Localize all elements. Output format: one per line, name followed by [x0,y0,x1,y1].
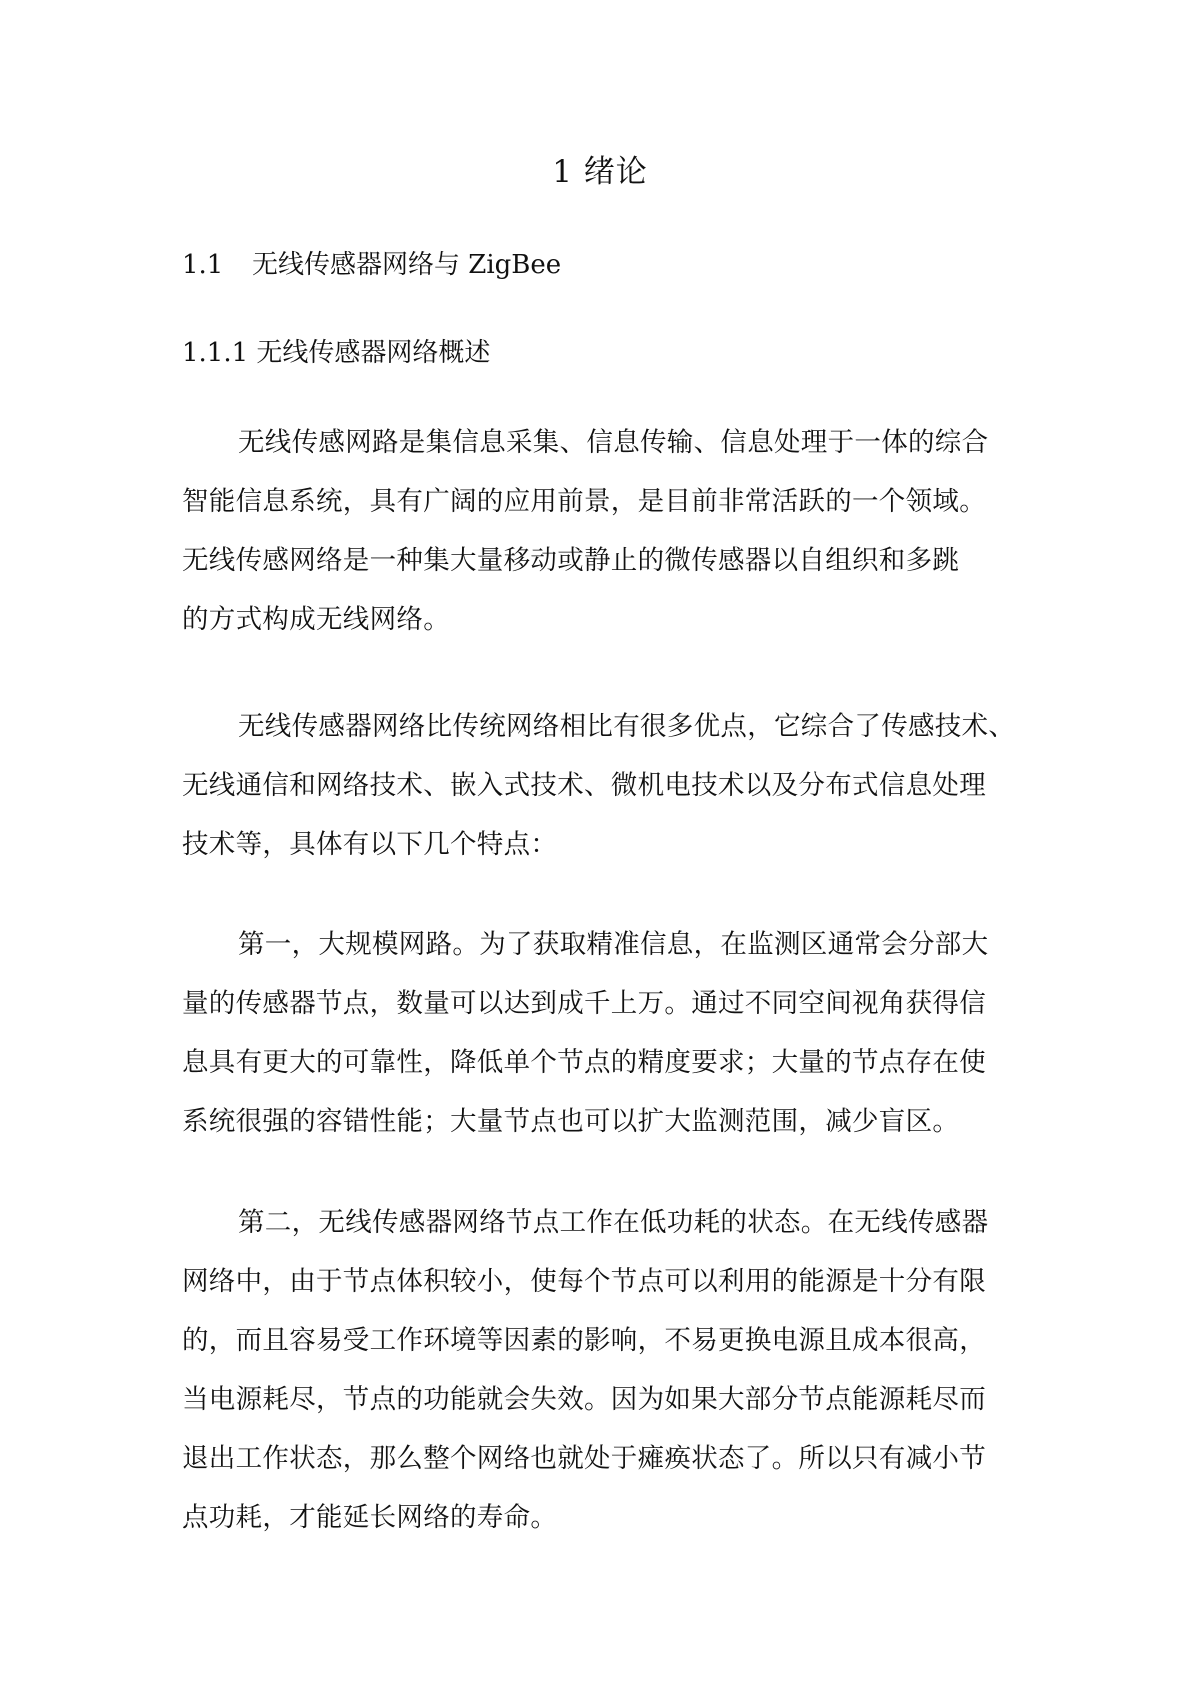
paragraph-line: 无线通信和网络技术、嵌入式技术、微机电技术以及分布式信息处理 [182,770,986,801]
paragraph-line: 退出工作状态，那么整个网络也就处于瘫痪状态了。所以只有减小节 [182,1443,986,1474]
paragraph-feature-2 [182,1193,1052,1547]
paragraph-line: 第一，大规模网路。为了获取精准信息，在监测区通常会分部大 [238,929,989,960]
chapter-title: 1 绪论 [552,154,648,190]
paragraph-line: 量的传感器节点，数量可以达到成千上万。通过不同空间视角获得信 [182,988,986,1019]
paragraph-line: 第二，无线传感器网络节点工作在低功耗的状态。在无线传感器 [238,1207,989,1238]
section-title: 无线传感器网络与 ZigBee [252,250,562,280]
paragraph-line: 的，而且容易受工作环境等因素的影响，不易更换电源且成本很高， [182,1325,986,1356]
paragraph-line: 当电源耗尽，节点的功能就会失效。因为如果大部分节点能源耗尽而 [182,1384,986,1415]
paragraph-line: 无线传感网络是一种集大量移动或静止的微传感器以自组织和多跳 [182,545,960,576]
paragraph-advantages [182,697,1052,874]
paragraph-line: 无线传感网路是集信息采集、信息传输、信息处理于一体的综合 [238,427,989,458]
paragraph-line: 息具有更大的可靠性，降低单个节点的精度要求；大量的节点存在使 [182,1047,986,1078]
paragraph-feature-1 [182,915,1052,1151]
paragraph-line: 无线传感器网络比传统网络相比有很多优点，它综合了传感技术、 [238,711,1016,742]
subsection-heading-1-1-1: 1.1.1 无线传感器网络概述 [182,338,491,368]
paragraph-line: 的方式构成无线网络。 [182,604,450,635]
section-heading-1-1 [182,247,561,283]
paragraph-line: 点功耗，才能延长网络的寿命。 [182,1502,558,1533]
section-number: 1.1 [182,250,224,280]
paragraph-overview [182,413,1052,649]
paragraph-line: 网络中，由于节点体积较小，使每个节点可以利用的能源是十分有限 [182,1266,986,1297]
paragraph-line: 智能信息系统，具有广阔的应用前景，是目前非常活跃的一个领域。 [182,486,986,517]
paragraph-line: 系统很强的容错性能；大量节点也可以扩大监测范围，减少盲区。 [182,1106,960,1137]
paragraph-line: 技术等，具体有以下几个特点： [182,829,558,860]
